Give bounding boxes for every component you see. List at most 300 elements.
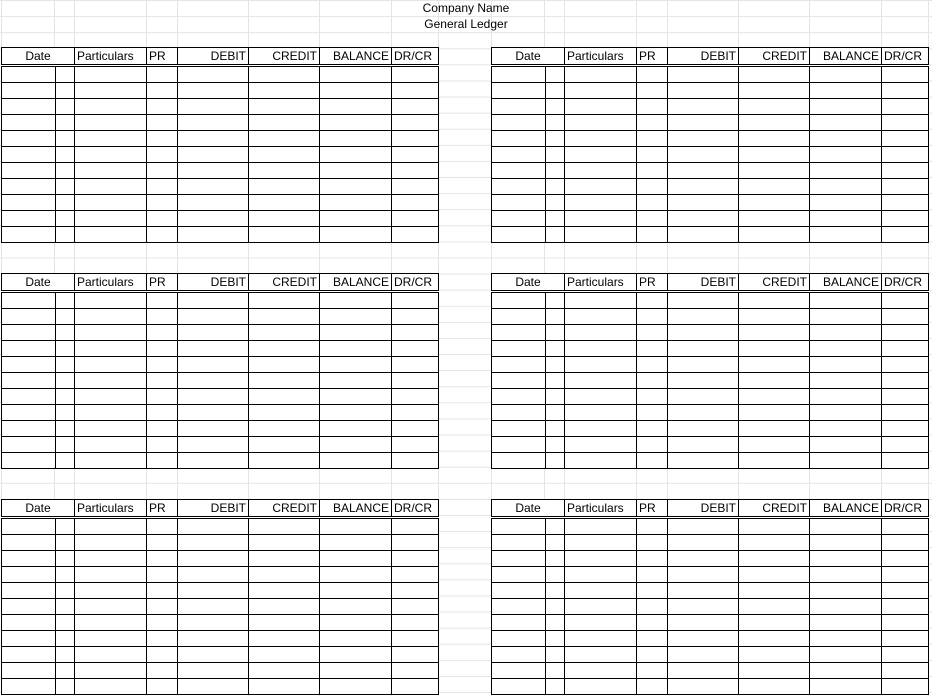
credit-cell[interactable] xyxy=(739,195,810,211)
date-month-cell[interactable] xyxy=(546,551,565,567)
debit-cell[interactable] xyxy=(668,163,739,179)
debit-cell[interactable] xyxy=(178,211,249,227)
date-day-cell[interactable] xyxy=(492,437,546,453)
pr-cell[interactable] xyxy=(147,405,178,421)
drcr-cell[interactable] xyxy=(392,163,439,179)
balance-cell[interactable] xyxy=(810,518,882,535)
credit-cell[interactable] xyxy=(739,341,810,357)
debit-cell[interactable] xyxy=(668,535,739,551)
balance-cell[interactable] xyxy=(810,599,882,615)
debit-cell[interactable] xyxy=(668,341,739,357)
drcr-cell[interactable] xyxy=(882,631,929,647)
pr-cell[interactable] xyxy=(147,66,178,83)
particulars-cell[interactable] xyxy=(75,227,147,243)
balance-cell[interactable] xyxy=(810,437,882,453)
drcr-cell[interactable] xyxy=(882,599,929,615)
date-day-cell[interactable] xyxy=(492,421,546,437)
particulars-cell[interactable] xyxy=(75,599,147,615)
credit-cell[interactable] xyxy=(739,99,810,115)
debit-cell[interactable] xyxy=(178,583,249,599)
date-month-cell[interactable] xyxy=(56,341,75,357)
drcr-cell[interactable] xyxy=(882,163,929,179)
date-day-cell[interactable] xyxy=(492,389,546,405)
particulars-cell[interactable] xyxy=(75,83,147,99)
pr-cell[interactable] xyxy=(147,599,178,615)
debit-cell[interactable] xyxy=(668,227,739,243)
pr-cell[interactable] xyxy=(147,551,178,567)
particulars-cell[interactable] xyxy=(565,227,637,243)
date-month-cell[interactable] xyxy=(546,83,565,99)
debit-cell[interactable] xyxy=(178,325,249,341)
particulars-cell[interactable] xyxy=(565,83,637,99)
pr-cell[interactable] xyxy=(147,99,178,115)
drcr-cell[interactable] xyxy=(392,227,439,243)
drcr-cell[interactable] xyxy=(392,551,439,567)
particulars-cell[interactable] xyxy=(565,631,637,647)
debit-cell[interactable] xyxy=(668,292,739,309)
date-month-cell[interactable] xyxy=(56,631,75,647)
debit-cell[interactable] xyxy=(178,66,249,83)
balance-cell[interactable] xyxy=(320,357,392,373)
pr-cell[interactable] xyxy=(637,99,668,115)
debit-cell[interactable] xyxy=(178,453,249,469)
balance-cell[interactable] xyxy=(810,663,882,679)
drcr-cell[interactable] xyxy=(882,341,929,357)
drcr-cell[interactable] xyxy=(882,535,929,551)
debit-cell[interactable] xyxy=(668,131,739,147)
particulars-cell[interactable] xyxy=(565,131,637,147)
date-day-cell[interactable] xyxy=(2,147,56,163)
pr-cell[interactable] xyxy=(147,631,178,647)
debit-cell[interactable] xyxy=(668,357,739,373)
drcr-cell[interactable] xyxy=(392,211,439,227)
credit-cell[interactable] xyxy=(249,453,320,469)
particulars-cell[interactable] xyxy=(75,518,147,535)
particulars-cell[interactable] xyxy=(565,421,637,437)
balance-cell[interactable] xyxy=(320,147,392,163)
particulars-cell[interactable] xyxy=(75,679,147,695)
debit-cell[interactable] xyxy=(178,195,249,211)
credit-cell[interactable] xyxy=(739,518,810,535)
credit-cell[interactable] xyxy=(249,195,320,211)
date-month-cell[interactable] xyxy=(56,599,75,615)
date-month-cell[interactable] xyxy=(546,131,565,147)
debit-cell[interactable] xyxy=(668,518,739,535)
date-day-cell[interactable] xyxy=(492,615,546,631)
date-month-cell[interactable] xyxy=(56,437,75,453)
particulars-cell[interactable] xyxy=(75,179,147,195)
pr-cell[interactable] xyxy=(637,567,668,583)
drcr-cell[interactable] xyxy=(392,115,439,131)
drcr-cell[interactable] xyxy=(392,179,439,195)
date-day-cell[interactable] xyxy=(2,163,56,179)
pr-cell[interactable] xyxy=(147,679,178,695)
debit-cell[interactable] xyxy=(668,663,739,679)
drcr-cell[interactable] xyxy=(392,389,439,405)
pr-cell[interactable] xyxy=(147,663,178,679)
pr-cell[interactable] xyxy=(147,227,178,243)
date-month-cell[interactable] xyxy=(56,325,75,341)
drcr-cell[interactable] xyxy=(392,567,439,583)
credit-cell[interactable] xyxy=(249,357,320,373)
drcr-cell[interactable] xyxy=(392,292,439,309)
drcr-cell[interactable] xyxy=(882,357,929,373)
debit-cell[interactable] xyxy=(178,647,249,663)
balance-cell[interactable] xyxy=(810,309,882,325)
debit-cell[interactable] xyxy=(178,227,249,243)
particulars-cell[interactable] xyxy=(565,309,637,325)
balance-cell[interactable] xyxy=(320,631,392,647)
debit-cell[interactable] xyxy=(668,389,739,405)
credit-cell[interactable] xyxy=(249,115,320,131)
date-month-cell[interactable] xyxy=(546,227,565,243)
date-day-cell[interactable] xyxy=(492,518,546,535)
debit-cell[interactable] xyxy=(178,389,249,405)
date-month-cell[interactable] xyxy=(546,405,565,421)
date-day-cell[interactable] xyxy=(492,227,546,243)
date-month-cell[interactable] xyxy=(546,631,565,647)
pr-cell[interactable] xyxy=(637,679,668,695)
date-day-cell[interactable] xyxy=(492,131,546,147)
drcr-cell[interactable] xyxy=(882,615,929,631)
debit-cell[interactable] xyxy=(668,211,739,227)
pr-cell[interactable] xyxy=(637,66,668,83)
balance-cell[interactable] xyxy=(320,615,392,631)
pr-cell[interactable] xyxy=(147,567,178,583)
pr-cell[interactable] xyxy=(637,373,668,389)
credit-cell[interactable] xyxy=(249,83,320,99)
drcr-cell[interactable] xyxy=(882,66,929,83)
particulars-cell[interactable] xyxy=(75,583,147,599)
debit-cell[interactable] xyxy=(668,647,739,663)
date-month-cell[interactable] xyxy=(56,66,75,83)
particulars-cell[interactable] xyxy=(565,389,637,405)
credit-cell[interactable] xyxy=(739,615,810,631)
balance-cell[interactable] xyxy=(320,583,392,599)
balance-cell[interactable] xyxy=(320,292,392,309)
debit-cell[interactable] xyxy=(178,535,249,551)
pr-cell[interactable] xyxy=(147,147,178,163)
particulars-cell[interactable] xyxy=(75,163,147,179)
date-day-cell[interactable] xyxy=(2,389,56,405)
balance-cell[interactable] xyxy=(810,195,882,211)
pr-cell[interactable] xyxy=(147,309,178,325)
date-month-cell[interactable] xyxy=(56,453,75,469)
debit-cell[interactable] xyxy=(668,437,739,453)
drcr-cell[interactable] xyxy=(392,66,439,83)
pr-cell[interactable] xyxy=(637,535,668,551)
credit-cell[interactable] xyxy=(739,373,810,389)
balance-cell[interactable] xyxy=(320,405,392,421)
date-day-cell[interactable] xyxy=(492,341,546,357)
balance-cell[interactable] xyxy=(810,357,882,373)
balance-cell[interactable] xyxy=(320,535,392,551)
drcr-cell[interactable] xyxy=(882,405,929,421)
credit-cell[interactable] xyxy=(739,66,810,83)
date-day-cell[interactable] xyxy=(2,518,56,535)
pr-cell[interactable] xyxy=(637,421,668,437)
date-month-cell[interactable] xyxy=(546,147,565,163)
drcr-cell[interactable] xyxy=(392,195,439,211)
credit-cell[interactable] xyxy=(739,389,810,405)
debit-cell[interactable] xyxy=(178,567,249,583)
particulars-cell[interactable] xyxy=(75,309,147,325)
date-month-cell[interactable] xyxy=(546,99,565,115)
pr-cell[interactable] xyxy=(147,518,178,535)
date-day-cell[interactable] xyxy=(492,535,546,551)
balance-cell[interactable] xyxy=(810,647,882,663)
balance-cell[interactable] xyxy=(810,631,882,647)
drcr-cell[interactable] xyxy=(392,99,439,115)
pr-cell[interactable] xyxy=(637,163,668,179)
credit-cell[interactable] xyxy=(249,147,320,163)
drcr-cell[interactable] xyxy=(882,551,929,567)
date-day-cell[interactable] xyxy=(2,437,56,453)
pr-cell[interactable] xyxy=(637,309,668,325)
pr-cell[interactable] xyxy=(637,453,668,469)
date-day-cell[interactable] xyxy=(2,373,56,389)
balance-cell[interactable] xyxy=(810,341,882,357)
debit-cell[interactable] xyxy=(178,83,249,99)
date-day-cell[interactable] xyxy=(2,631,56,647)
date-day-cell[interactable] xyxy=(2,66,56,83)
date-day-cell[interactable] xyxy=(492,179,546,195)
drcr-cell[interactable] xyxy=(392,131,439,147)
drcr-cell[interactable] xyxy=(882,389,929,405)
particulars-cell[interactable] xyxy=(75,405,147,421)
balance-cell[interactable] xyxy=(810,179,882,195)
date-day-cell[interactable] xyxy=(2,663,56,679)
credit-cell[interactable] xyxy=(739,292,810,309)
balance-cell[interactable] xyxy=(810,405,882,421)
particulars-cell[interactable] xyxy=(565,567,637,583)
credit-cell[interactable] xyxy=(739,631,810,647)
pr-cell[interactable] xyxy=(147,437,178,453)
balance-cell[interactable] xyxy=(320,453,392,469)
credit-cell[interactable] xyxy=(249,163,320,179)
date-month-cell[interactable] xyxy=(546,679,565,695)
drcr-cell[interactable] xyxy=(392,647,439,663)
particulars-cell[interactable] xyxy=(75,389,147,405)
particulars-cell[interactable] xyxy=(565,663,637,679)
credit-cell[interactable] xyxy=(249,373,320,389)
pr-cell[interactable] xyxy=(147,195,178,211)
drcr-cell[interactable] xyxy=(392,83,439,99)
date-day-cell[interactable] xyxy=(2,99,56,115)
debit-cell[interactable] xyxy=(668,115,739,131)
drcr-cell[interactable] xyxy=(392,518,439,535)
credit-cell[interactable] xyxy=(249,518,320,535)
date-month-cell[interactable] xyxy=(56,227,75,243)
particulars-cell[interactable] xyxy=(75,66,147,83)
drcr-cell[interactable] xyxy=(392,309,439,325)
credit-cell[interactable] xyxy=(739,83,810,99)
pr-cell[interactable] xyxy=(147,421,178,437)
balance-cell[interactable] xyxy=(320,179,392,195)
drcr-cell[interactable] xyxy=(392,663,439,679)
particulars-cell[interactable] xyxy=(75,535,147,551)
drcr-cell[interactable] xyxy=(882,195,929,211)
date-day-cell[interactable] xyxy=(2,567,56,583)
balance-cell[interactable] xyxy=(810,83,882,99)
date-day-cell[interactable] xyxy=(492,83,546,99)
date-month-cell[interactable] xyxy=(546,583,565,599)
particulars-cell[interactable] xyxy=(565,163,637,179)
drcr-cell[interactable] xyxy=(882,115,929,131)
date-day-cell[interactable] xyxy=(492,147,546,163)
date-month-cell[interactable] xyxy=(546,421,565,437)
pr-cell[interactable] xyxy=(637,115,668,131)
date-month-cell[interactable] xyxy=(56,115,75,131)
pr-cell[interactable] xyxy=(147,115,178,131)
debit-cell[interactable] xyxy=(178,551,249,567)
pr-cell[interactable] xyxy=(637,647,668,663)
balance-cell[interactable] xyxy=(320,679,392,695)
debit-cell[interactable] xyxy=(668,66,739,83)
drcr-cell[interactable] xyxy=(392,341,439,357)
credit-cell[interactable] xyxy=(249,389,320,405)
credit-cell[interactable] xyxy=(249,179,320,195)
date-day-cell[interactable] xyxy=(2,131,56,147)
debit-cell[interactable] xyxy=(668,551,739,567)
particulars-cell[interactable] xyxy=(565,405,637,421)
date-month-cell[interactable] xyxy=(56,679,75,695)
pr-cell[interactable] xyxy=(147,583,178,599)
pr-cell[interactable] xyxy=(147,357,178,373)
debit-cell[interactable] xyxy=(178,663,249,679)
debit-cell[interactable] xyxy=(668,599,739,615)
credit-cell[interactable] xyxy=(739,663,810,679)
date-month-cell[interactable] xyxy=(56,373,75,389)
date-day-cell[interactable] xyxy=(2,551,56,567)
debit-cell[interactable] xyxy=(668,567,739,583)
debit-cell[interactable] xyxy=(178,131,249,147)
balance-cell[interactable] xyxy=(810,211,882,227)
date-month-cell[interactable] xyxy=(546,115,565,131)
date-month-cell[interactable] xyxy=(56,195,75,211)
date-month-cell[interactable] xyxy=(546,179,565,195)
pr-cell[interactable] xyxy=(637,179,668,195)
particulars-cell[interactable] xyxy=(565,325,637,341)
date-day-cell[interactable] xyxy=(2,179,56,195)
pr-cell[interactable] xyxy=(147,131,178,147)
date-day-cell[interactable] xyxy=(492,373,546,389)
debit-cell[interactable] xyxy=(178,341,249,357)
date-month-cell[interactable] xyxy=(546,437,565,453)
balance-cell[interactable] xyxy=(810,325,882,341)
balance-cell[interactable] xyxy=(320,341,392,357)
credit-cell[interactable] xyxy=(249,292,320,309)
date-month-cell[interactable] xyxy=(56,357,75,373)
particulars-cell[interactable] xyxy=(75,373,147,389)
particulars-cell[interactable] xyxy=(565,599,637,615)
drcr-cell[interactable] xyxy=(882,292,929,309)
debit-cell[interactable] xyxy=(178,99,249,115)
drcr-cell[interactable] xyxy=(882,437,929,453)
pr-cell[interactable] xyxy=(147,211,178,227)
date-day-cell[interactable] xyxy=(2,421,56,437)
date-day-cell[interactable] xyxy=(492,292,546,309)
credit-cell[interactable] xyxy=(249,131,320,147)
debit-cell[interactable] xyxy=(178,405,249,421)
particulars-cell[interactable] xyxy=(565,211,637,227)
date-day-cell[interactable] xyxy=(492,583,546,599)
particulars-cell[interactable] xyxy=(565,679,637,695)
pr-cell[interactable] xyxy=(637,583,668,599)
date-month-cell[interactable] xyxy=(546,66,565,83)
particulars-cell[interactable] xyxy=(565,453,637,469)
credit-cell[interactable] xyxy=(739,179,810,195)
date-day-cell[interactable] xyxy=(492,115,546,131)
balance-cell[interactable] xyxy=(320,309,392,325)
pr-cell[interactable] xyxy=(637,195,668,211)
date-month-cell[interactable] xyxy=(56,663,75,679)
balance-cell[interactable] xyxy=(810,292,882,309)
drcr-cell[interactable] xyxy=(392,147,439,163)
pr-cell[interactable] xyxy=(147,535,178,551)
balance-cell[interactable] xyxy=(320,599,392,615)
balance-cell[interactable] xyxy=(320,437,392,453)
debit-cell[interactable] xyxy=(668,679,739,695)
debit-cell[interactable] xyxy=(668,309,739,325)
debit-cell[interactable] xyxy=(668,373,739,389)
credit-cell[interactable] xyxy=(739,599,810,615)
balance-cell[interactable] xyxy=(320,647,392,663)
credit-cell[interactable] xyxy=(249,663,320,679)
balance-cell[interactable] xyxy=(810,99,882,115)
date-month-cell[interactable] xyxy=(546,325,565,341)
drcr-cell[interactable] xyxy=(882,373,929,389)
particulars-cell[interactable] xyxy=(75,631,147,647)
date-month-cell[interactable] xyxy=(56,211,75,227)
credit-cell[interactable] xyxy=(249,227,320,243)
date-month-cell[interactable] xyxy=(56,551,75,567)
credit-cell[interactable] xyxy=(249,325,320,341)
balance-cell[interactable] xyxy=(810,389,882,405)
date-day-cell[interactable] xyxy=(2,227,56,243)
credit-cell[interactable] xyxy=(249,309,320,325)
pr-cell[interactable] xyxy=(637,599,668,615)
balance-cell[interactable] xyxy=(810,115,882,131)
date-month-cell[interactable] xyxy=(56,518,75,535)
drcr-cell[interactable] xyxy=(392,325,439,341)
debit-cell[interactable] xyxy=(178,437,249,453)
pr-cell[interactable] xyxy=(637,615,668,631)
particulars-cell[interactable] xyxy=(75,292,147,309)
drcr-cell[interactable] xyxy=(392,679,439,695)
date-month-cell[interactable] xyxy=(546,453,565,469)
drcr-cell[interactable] xyxy=(882,663,929,679)
debit-cell[interactable] xyxy=(668,195,739,211)
pr-cell[interactable] xyxy=(147,163,178,179)
credit-cell[interactable] xyxy=(249,211,320,227)
debit-cell[interactable] xyxy=(668,583,739,599)
particulars-cell[interactable] xyxy=(565,535,637,551)
particulars-cell[interactable] xyxy=(75,437,147,453)
credit-cell[interactable] xyxy=(739,583,810,599)
particulars-cell[interactable] xyxy=(75,551,147,567)
date-day-cell[interactable] xyxy=(492,357,546,373)
particulars-cell[interactable] xyxy=(565,583,637,599)
date-day-cell[interactable] xyxy=(2,115,56,131)
debit-cell[interactable] xyxy=(178,163,249,179)
pr-cell[interactable] xyxy=(147,179,178,195)
debit-cell[interactable] xyxy=(178,292,249,309)
date-month-cell[interactable] xyxy=(546,195,565,211)
debit-cell[interactable] xyxy=(178,115,249,131)
drcr-cell[interactable] xyxy=(882,309,929,325)
credit-cell[interactable] xyxy=(739,405,810,421)
